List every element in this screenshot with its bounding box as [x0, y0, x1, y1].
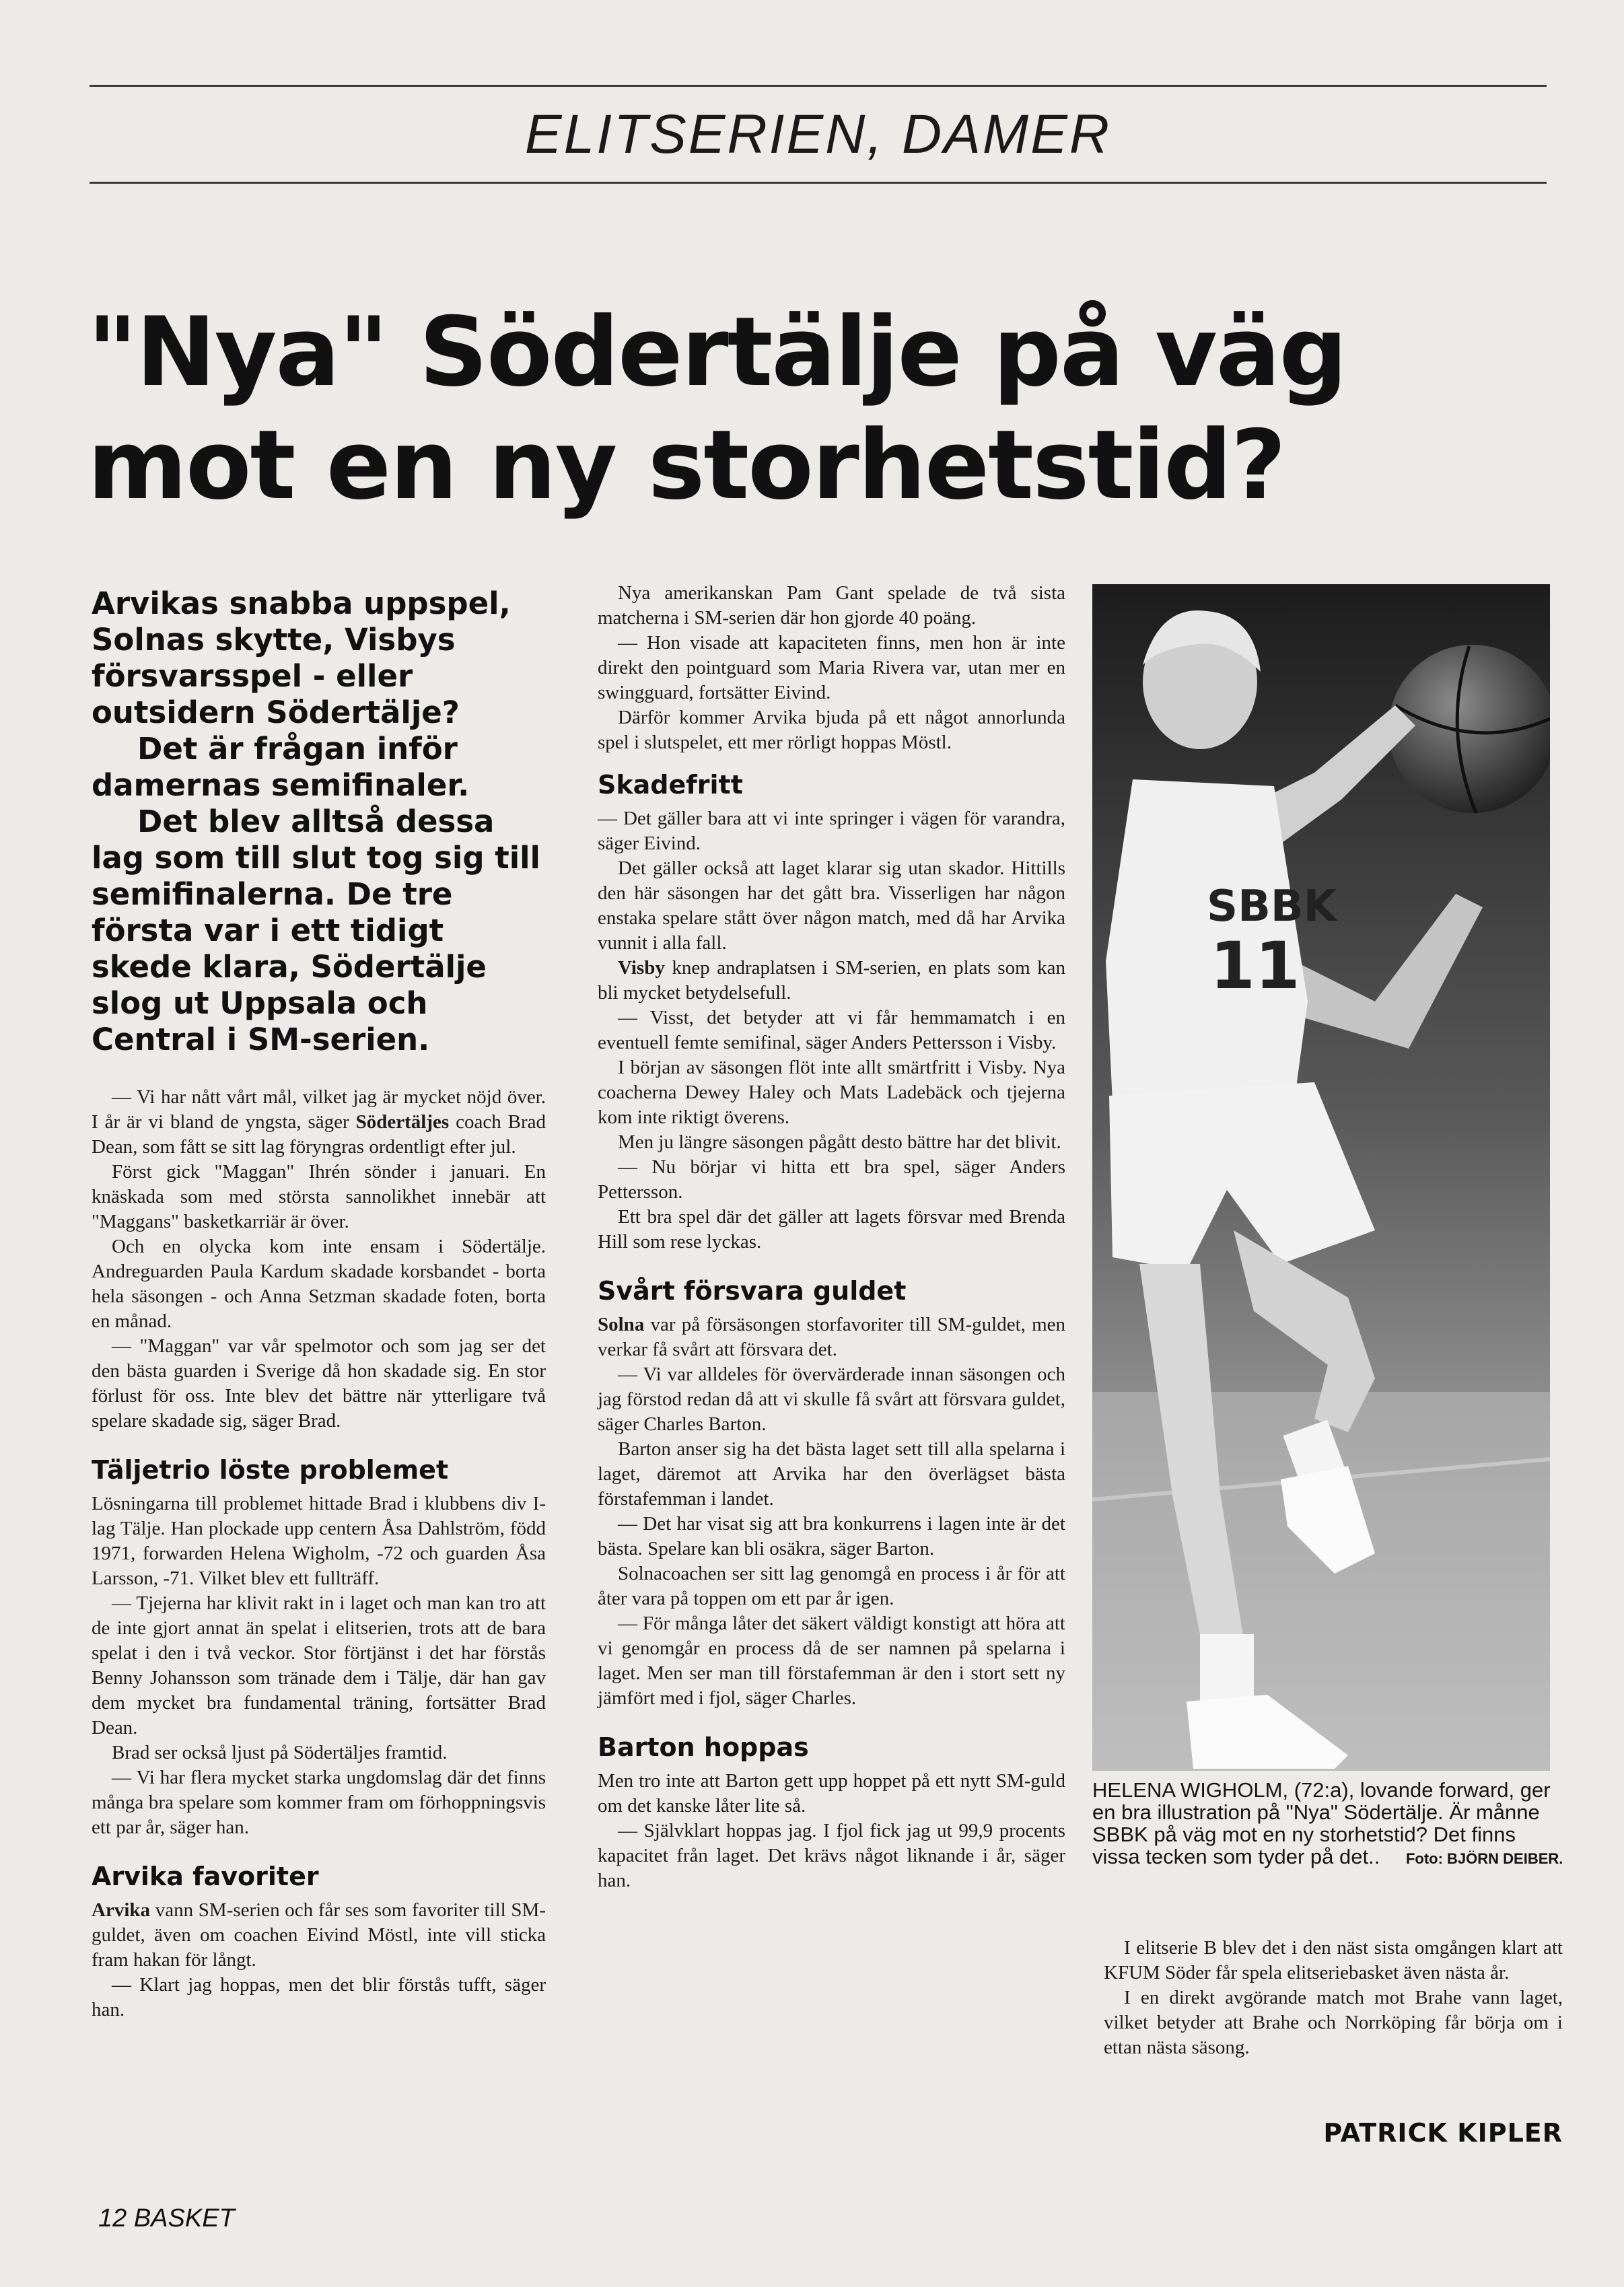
- paragraph: Först gick "Maggan" Ihrén sönder i januari. En knäskada som med största sannolikhet innebär att "Maggans" basketkarriär är över.: [92, 1161, 546, 1232]
- section-title: ELITSERIEN, DAMER: [524, 104, 1112, 165]
- player-photo-illustration: [1092, 584, 1550, 1771]
- column-2: [598, 581, 1065, 1893]
- paragraph: — Tjejerna har klivit rakt in i laget och man kan tro att de inte gjort annat än spelat i elitserien, trots att de bara spelat i den i två veckor. Stor förtjänst i det har förstås Benny Johansson som tränade dem i Tälje, där han gav dem mycket bra fundamental träning, fortsätter Brad Dean.: [92, 1592, 546, 1738]
- page-folio: 12 BASKET: [98, 2204, 235, 2232]
- column-1: [92, 586, 546, 2022]
- paragraph: — För många låter det säkert väldigt konstigt att höra att vi genomgår en process då de ser namnen på spelarna i laget. Men ser man till förstafemman är den i stort sett ny jämfört med i fjol, säger Charles.: [598, 1613, 1065, 1709]
- paragraph: — Det gäller bara att vi inte springer i vägen för varandra, säger Eivind.: [598, 808, 1065, 854]
- paragraph: Ett bra spel där det gäller att lagets försvar med Brenda Hill som rese lyckas.: [598, 1206, 1065, 1253]
- player-photo: [1092, 584, 1550, 1771]
- paragraph: — Nu börjar vi hitta ett bra spel, säger Anders Pettersson.: [598, 1156, 1065, 1203]
- photo-caption: [1092, 1779, 1563, 1870]
- paragraph: — Vi har flera mycket starka ungdomslag där det finns många bra spelare som kommer fram om förhoppningsvis ett par år, säger han.: [92, 1767, 546, 1838]
- paragraph: Barton anser sig ha det bästa laget sett till alla spelarna i laget, däremot att Arvika har den överlägset bästa förstafemman i landet.: [598, 1438, 1065, 1510]
- headline-line-2: mot en ny storhetstid?: [87, 410, 1285, 521]
- photo-credit: Foto: BJÖRN DEIBER.: [1405, 1850, 1563, 1867]
- paragraph: Därför kommer Arvika bjuda på ett något annorlunda spel i slutspelet, ett mer rörligt hoppas Möstl.: [598, 707, 1065, 753]
- paragraph: I början av säsongen flöt inte allt smärtfritt i Visby. Nya coacherna Dewey Haley och Mats Ladebäck och tjejerna kom inte riktigt överens.: [598, 1057, 1065, 1128]
- lead-text-3: Det blev alltså dessa lag som till slut tog sig till semifinalerna. De tre första var i ett tidigt skede klara, Södertälje slog ut Uppsala och Central i SM-serien.: [92, 804, 540, 1057]
- paragraph: I en direkt avgörande match mot Brahe vann laget, vilket betyder att Brahe och Norrköping får börja om i ettan nästa säsong.: [1104, 1987, 1563, 2058]
- paragraph: Lösningarna till problemet hittade Brad i klubbens div I-lag Tälje. Han plockade upp centern Åsa Dahlström, född 1971, forwarden Helena Wigholm, -72 och guarden Åsa Larsson, -71. Vilket blev ett fullträff.: [92, 1493, 546, 1589]
- caption-text: HELENA WIGHOLM, (72:a), lovande forward, ger en bra illustration på "Nya" Södertälje. Är månne SBBK på väg mot en ny storhetstid? Det finns vissa tecken som tyder på det..: [1092, 1778, 1551, 1868]
- subheading: Arvika favoriter: [92, 1862, 319, 1891]
- paragraph: Och en olycka kom inte ensam i Södertälje. Andreguarden Paula Kardum skadade korsbandet - borta hela säsongen - och Anna Setzman skadade foten, borta en månad.: [92, 1236, 546, 1332]
- column-3-text: [1104, 1936, 1563, 2060]
- paragraph: Men ju längre säsongen pågått desto bättre har det blivit.: [618, 1131, 1061, 1153]
- lead-text-1: Arvikas snabba uppspel, Solnas skytte, Visbys försvarsspel - eller outsidern Södertälje?: [92, 586, 511, 730]
- lead-text-2: Det är frågan inför damernas semifinaler.: [92, 731, 470, 803]
- subheading: Skadefritt: [598, 770, 743, 800]
- paragraph: Arvika vann SM-serien och får ses som favoriter till SM-guldet, även om coachen Eivind Möstl, inte vill sticka fram hakan för långt.: [92, 1899, 546, 1971]
- paragraph: — Hon visade att kapaciteten finns, men hon är inte direkt den pointguard som Maria Rivera var, utan mer en swingguard, fortsätter Eivind.: [598, 632, 1065, 703]
- paragraph: — Vi har nått vårt mål, vilket jag är mycket nöjd över. I år är vi bland de yngsta, säger Södertäljes coach Brad Dean, som fått se sitt lag föryngras ordentligt efter jul.: [92, 1086, 546, 1158]
- paragraph: Solna var på försäsongen storfavoriter till SM-guldet, men verkar få svårt att försvara det.: [598, 1314, 1065, 1360]
- top-rule: [90, 85, 1547, 87]
- paragraph: — Klart jag hoppas, men det blir förstås tufft, säger han.: [92, 1974, 546, 2020]
- paragraph: — Visst, det betyder att vi får hemmamatch i en eventuell femte semifinal, säger Anders Pettersson i Visby.: [598, 1007, 1065, 1053]
- paragraph: — "Maggan" var vår spelmotor och som jag ser det den bästa guarden i Sverige då hon skadade sig. En stor förlust för oss. Inte blev det bättre när ytterligare två spelare skadade sig, säger Brad.: [92, 1335, 546, 1432]
- subheading: Svårt försvara guldet: [598, 1276, 907, 1306]
- paragraph: Nya amerikanskan Pam Gant spelade de två sista matcherna i SM-serien där hon gjorde 40 poäng.: [598, 582, 1065, 629]
- paragraph: — Självklart hoppas jag. I fjol fick jag ut 99,9 procents kapacitet från laget. Det krävs något liknande i år, säger han.: [598, 1820, 1065, 1891]
- paragraph: I elitserie B blev det i den näst sista omgången klart att KFUM Söder får spela elitseriebasket även nästa år.: [1104, 1937, 1563, 1983]
- byline: PATRICK KIPLER: [1323, 2118, 1563, 2148]
- subheading: Barton hoppas: [598, 1732, 809, 1762]
- paragraph: Det gäller också att laget klarar sig utan skador. Hittills den här säsongen har det gått bra. Visserligen har någon enstaka spelare stått över någon match, med då har Arvika vunnit i alla fall.: [598, 857, 1065, 954]
- headline: [87, 296, 1568, 522]
- col1-body: [92, 1085, 546, 2022]
- paragraph: Solnacoachen ser sitt lag genomgå en process i år för att åter vara på toppen om ett par år igen.: [598, 1563, 1065, 1609]
- lead-paragraph: [92, 586, 546, 1058]
- paragraph: Men tro inte att Barton gett upp hoppet på ett nytt SM-guld om det kanske låter lite så.: [598, 1770, 1065, 1817]
- svg-text:11: 11: [1210, 928, 1300, 1004]
- paragraph: — Vi var alldeles för övervärderade innan säsongen och jag förstod redan då att vi skulle få svårt att försvara guldet, säger Charles Barton.: [598, 1364, 1065, 1435]
- section-rule: [90, 182, 1547, 184]
- headline-line-1: "Nya" Södertälje på väg: [87, 297, 1347, 408]
- svg-text:SBBK: SBBK: [1207, 882, 1337, 931]
- paragraph: — Det har visat sig att bra konkurrens i lagen inte är det bästa. Spelare kan bli osäkra, säger Barton.: [598, 1513, 1065, 1559]
- paragraph: Brad ser också ljust på Södertäljes framtid.: [112, 1742, 448, 1763]
- subheading: Täljetrio löste problemet: [92, 1455, 449, 1485]
- paragraph: Visby knep andraplatsen i SM-serien, en plats som kan bli mycket betydelsefull.: [598, 957, 1065, 1004]
